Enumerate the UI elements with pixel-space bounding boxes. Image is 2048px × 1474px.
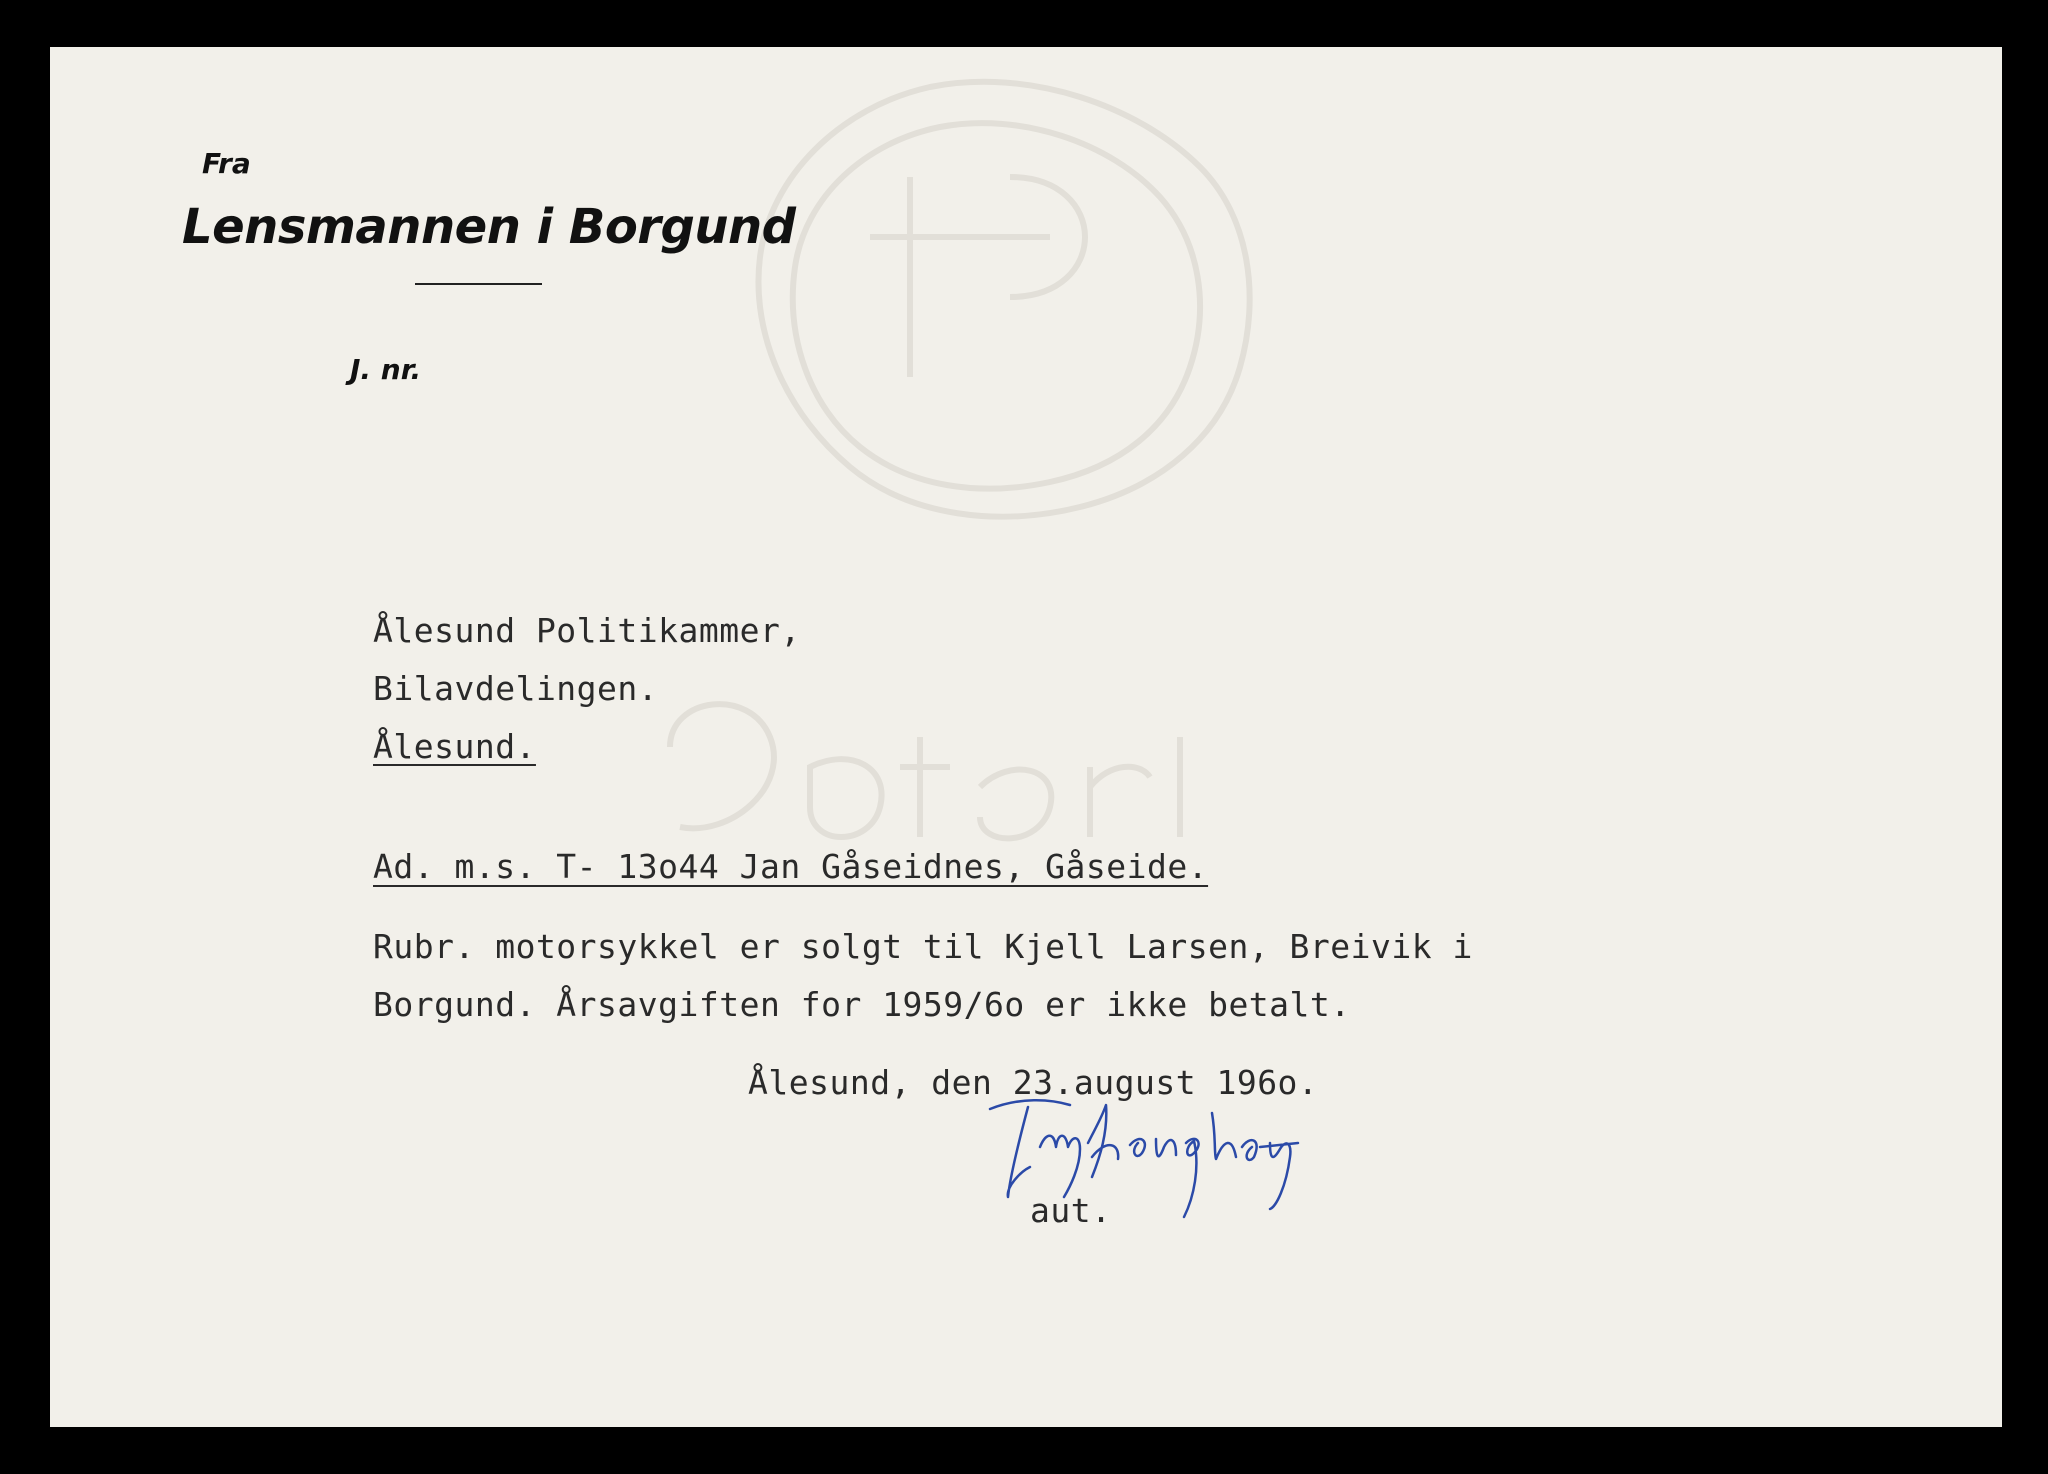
recipient-line-1: Ålesund Politikammer, [373,611,801,650]
body-line-2: Borgund. Årsavgiften for 1959/6o er ikke betalt. [373,985,1351,1024]
issuer-name: Lensmannen i Borgund [182,199,796,255]
letter-sheet [50,47,2002,1427]
recipient-line-2: Bilavdelingen. [373,669,659,708]
from-label: Fra [202,147,251,180]
body-line-1: Rubr. motorsykkel er solgt til Kjell Larsen, Breivik i [373,927,1473,966]
journal-number-label: J. nr. [350,353,422,386]
dateline: Ålesund, den 23.august 196o. [748,1063,1319,1102]
letterhead-divider [415,283,542,285]
recipient-line-3: Ålesund. [373,727,536,766]
signoff-aut: aut. [1030,1191,1112,1230]
subject-line: Ad. m.s. T- 13o44 Jan Gåseidnes, Gåseide. [373,847,1209,886]
